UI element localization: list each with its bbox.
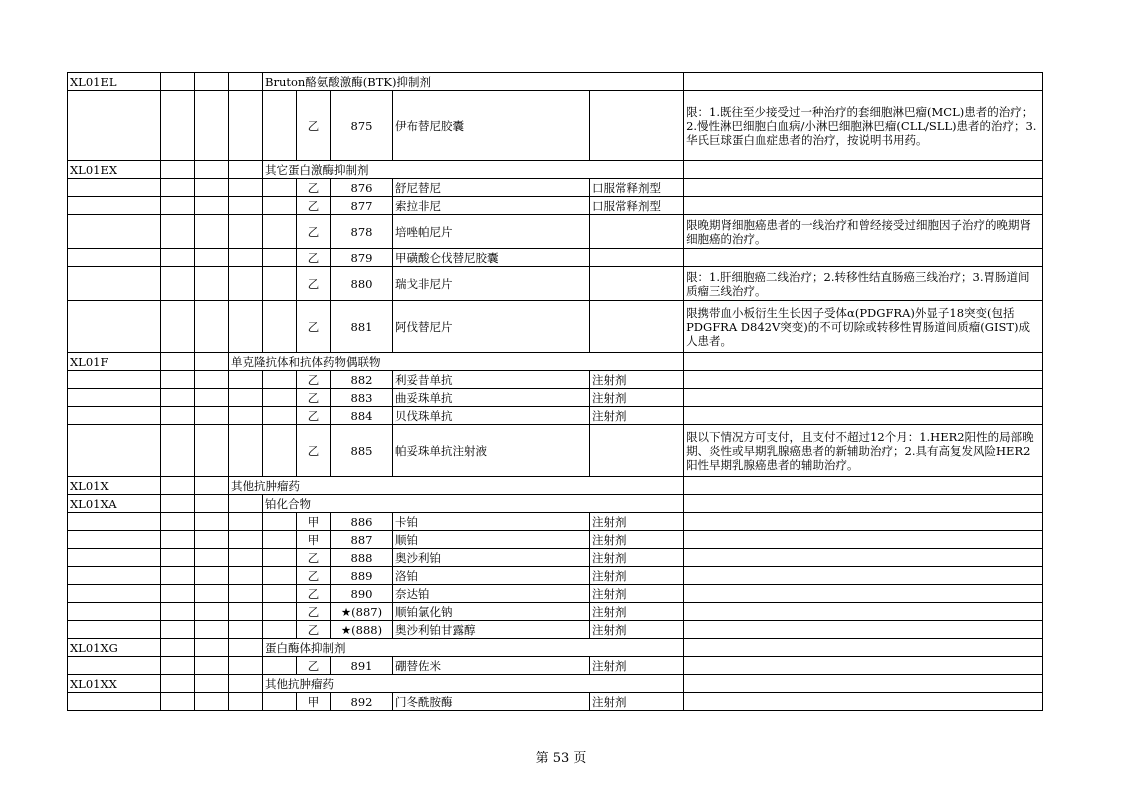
empty-cell: [161, 407, 195, 425]
empty-cell: [161, 425, 195, 477]
empty-cell: [161, 389, 195, 407]
drug-category: 乙: [297, 91, 331, 161]
empty-cell: [263, 603, 297, 621]
category-row: [68, 73, 1043, 91]
empty-cell: [68, 585, 161, 603]
dosage-form: [590, 301, 684, 353]
empty-cell: [68, 267, 161, 301]
empty-cell: [195, 639, 229, 657]
category-code: XL01F: [68, 353, 161, 371]
empty-cell: [263, 215, 297, 249]
dosage-form: 口服常释剂型: [590, 197, 684, 215]
category-row: [68, 675, 1043, 693]
drug-category: 乙: [297, 621, 331, 639]
dosage-form: 注射剂: [590, 531, 684, 549]
drug-category: 乙: [297, 585, 331, 603]
drug-category: 甲: [297, 531, 331, 549]
empty-cell: [68, 567, 161, 585]
drug-number: 877: [331, 197, 393, 215]
empty-cell: [68, 693, 161, 711]
category-name: Bruton酪氨酸激酶(BTK)抑制剂: [263, 73, 684, 91]
category-code: XL01XX: [68, 675, 161, 693]
empty-cell: [161, 301, 195, 353]
empty-cell: [195, 267, 229, 301]
drug-name: 顺铂氯化钠: [393, 603, 590, 621]
empty-cell: [229, 179, 263, 197]
empty-cell: [68, 657, 161, 675]
drug-name: 硼替佐米: [393, 657, 590, 675]
empty-cell: [68, 371, 161, 389]
empty-cell: [229, 425, 263, 477]
empty-cell: [161, 179, 195, 197]
empty-cell: [263, 621, 297, 639]
empty-cell: [684, 639, 1043, 657]
dosage-form: 注射剂: [590, 407, 684, 425]
empty-cell: [263, 267, 297, 301]
drug-number: 875: [331, 91, 393, 161]
empty-cell: [684, 477, 1043, 495]
empty-cell: [229, 495, 263, 513]
empty-cell: [161, 639, 195, 657]
drug-row: [68, 585, 1043, 603]
restriction-note: [684, 603, 1043, 621]
drug-category: 乙: [297, 567, 331, 585]
empty-cell: [263, 197, 297, 215]
empty-cell: [195, 407, 229, 425]
empty-cell: [229, 301, 263, 353]
drug-category: 甲: [297, 513, 331, 531]
drug-row: [68, 603, 1043, 621]
restriction-note: 限：1.既往至少接受过一种治疗的套细胞淋巴瘤(MCL)患者的治疗；2.慢性淋巴细胞白血病/小淋巴细胞淋巴瘤(CLL/SLL)患者的治疗；3.华氏巨球蛋白血症患者的治疗，按说明书用药。: [684, 91, 1043, 161]
empty-cell: [161, 567, 195, 585]
restriction-note: [684, 179, 1043, 197]
drug-name: 门冬酰胺酶: [393, 693, 590, 711]
drug-name: 贝伐珠单抗: [393, 407, 590, 425]
dosage-form: 注射剂: [590, 567, 684, 585]
restriction-note: [684, 621, 1043, 639]
drug-catalog-table: [67, 72, 1043, 711]
drug-row: [68, 549, 1043, 567]
dosage-form: 注射剂: [590, 603, 684, 621]
category-code: XL01XG: [68, 639, 161, 657]
category-name: 蛋白酶体抑制剂: [263, 639, 684, 657]
empty-cell: [229, 407, 263, 425]
restriction-note: [684, 693, 1043, 711]
drug-category: 乙: [297, 389, 331, 407]
empty-cell: [68, 603, 161, 621]
drug-row: [68, 621, 1043, 639]
drug-row: [68, 657, 1043, 675]
drug-row: [68, 249, 1043, 267]
empty-cell: [161, 531, 195, 549]
empty-cell: [195, 353, 229, 371]
empty-cell: [263, 301, 297, 353]
empty-cell: [195, 91, 229, 161]
dosage-form: 注射剂: [590, 389, 684, 407]
empty-cell: [68, 425, 161, 477]
empty-cell: [229, 73, 263, 91]
drug-row: [68, 531, 1043, 549]
dosage-form: [590, 267, 684, 301]
empty-cell: [263, 567, 297, 585]
drug-category: 乙: [297, 371, 331, 389]
empty-cell: [161, 91, 195, 161]
drug-row: [68, 91, 1043, 161]
restriction-note: [684, 371, 1043, 389]
empty-cell: [195, 693, 229, 711]
drug-name: 索拉非尼: [393, 197, 590, 215]
drug-row: [68, 267, 1043, 301]
empty-cell: [68, 621, 161, 639]
empty-cell: [229, 197, 263, 215]
drug-number: 883: [331, 389, 393, 407]
dosage-form: 注射剂: [590, 513, 684, 531]
drug-number: 882: [331, 371, 393, 389]
drug-row: [68, 389, 1043, 407]
empty-cell: [195, 425, 229, 477]
drug-category: 乙: [297, 215, 331, 249]
restriction-note: 限携带血小板衍生生长因子受体α(PDGFRA)外显子18突变(包括PDGFRA D842V突变)的不可切除或转移性胃肠道间质瘤(GIST)成人患者。: [684, 301, 1043, 353]
empty-cell: [68, 531, 161, 549]
empty-cell: [229, 693, 263, 711]
empty-cell: [68, 513, 161, 531]
empty-cell: [229, 549, 263, 567]
empty-cell: [68, 301, 161, 353]
empty-cell: [229, 513, 263, 531]
empty-cell: [68, 179, 161, 197]
drug-row: [68, 371, 1043, 389]
drug-number: 888: [331, 549, 393, 567]
category-name: 其他抗肿瘤药: [229, 477, 684, 495]
empty-cell: [195, 477, 229, 495]
empty-cell: [195, 603, 229, 621]
empty-cell: [68, 249, 161, 267]
empty-cell: [68, 197, 161, 215]
category-row: [68, 495, 1043, 513]
empty-cell: [161, 675, 195, 693]
empty-cell: [684, 73, 1043, 91]
category-row: [68, 477, 1043, 495]
drug-name: 利妥昔单抗: [393, 371, 590, 389]
category-name: 单克隆抗体和抗体药物偶联物: [229, 353, 684, 371]
drug-category: 乙: [297, 197, 331, 215]
drug-row: [68, 513, 1043, 531]
drug-category: 乙: [297, 267, 331, 301]
drug-number: 884: [331, 407, 393, 425]
empty-cell: [161, 495, 195, 513]
empty-cell: [195, 513, 229, 531]
category-code: XL01XA: [68, 495, 161, 513]
empty-cell: [195, 531, 229, 549]
drug-row: [68, 197, 1043, 215]
dosage-form: 注射剂: [590, 549, 684, 567]
drug-category: 乙: [297, 657, 331, 675]
empty-cell: [684, 161, 1043, 179]
drug-name: 甲磺酸仑伐替尼胶囊: [393, 249, 590, 267]
drug-number: 878: [331, 215, 393, 249]
empty-cell: [229, 215, 263, 249]
category-row: [68, 161, 1043, 179]
empty-cell: [195, 179, 229, 197]
empty-cell: [195, 197, 229, 215]
drug-name: 顺铂: [393, 531, 590, 549]
empty-cell: [195, 249, 229, 267]
drug-name: 洛铂: [393, 567, 590, 585]
drug-name: 帕妥珠单抗注射液: [393, 425, 590, 477]
drug-name: 曲妥珠单抗: [393, 389, 590, 407]
dosage-form: 口服常释剂型: [590, 179, 684, 197]
drug-number: 879: [331, 249, 393, 267]
drug-number: 891: [331, 657, 393, 675]
category-row: [68, 353, 1043, 371]
empty-cell: [229, 621, 263, 639]
empty-cell: [195, 73, 229, 91]
empty-cell: [263, 585, 297, 603]
restriction-note: [684, 567, 1043, 585]
restriction-note: [684, 197, 1043, 215]
empty-cell: [161, 513, 195, 531]
empty-cell: [229, 531, 263, 549]
category-name: 铂化合物: [263, 495, 684, 513]
drug-number: 885: [331, 425, 393, 477]
drug-category: 乙: [297, 301, 331, 353]
category-name: 其它蛋白激酶抑制剂: [263, 161, 684, 179]
dosage-form: 注射剂: [590, 585, 684, 603]
empty-cell: [161, 371, 195, 389]
drug-number: 886: [331, 513, 393, 531]
restriction-note: [684, 389, 1043, 407]
drug-row: [68, 425, 1043, 477]
drug-name: 奈达铂: [393, 585, 590, 603]
empty-cell: [195, 657, 229, 675]
dosage-form: [590, 425, 684, 477]
empty-cell: [161, 161, 195, 179]
empty-cell: [229, 603, 263, 621]
drug-number: 887: [331, 531, 393, 549]
restriction-note: 限晚期肾细胞癌患者的一线治疗和曾经接受过细胞因子治疗的晚期肾细胞癌的治疗。: [684, 215, 1043, 249]
empty-cell: [263, 657, 297, 675]
empty-cell: [263, 389, 297, 407]
empty-cell: [684, 495, 1043, 513]
dosage-form: [590, 215, 684, 249]
drug-row: [68, 301, 1043, 353]
empty-cell: [195, 549, 229, 567]
dosage-form: 注射剂: [590, 621, 684, 639]
drug-name: 舒尼替尼: [393, 179, 590, 197]
drug-category: 乙: [297, 603, 331, 621]
dosage-form: [590, 91, 684, 161]
dosage-form: 注射剂: [590, 693, 684, 711]
empty-cell: [229, 657, 263, 675]
drug-number: 881: [331, 301, 393, 353]
drug-name: 奥沙利铂甘露醇: [393, 621, 590, 639]
empty-cell: [195, 495, 229, 513]
drug-name: 培唑帕尼片: [393, 215, 590, 249]
empty-cell: [229, 675, 263, 693]
empty-cell: [195, 567, 229, 585]
empty-cell: [68, 549, 161, 567]
dosage-form: 注射剂: [590, 657, 684, 675]
empty-cell: [263, 549, 297, 567]
empty-cell: [68, 91, 161, 161]
category-code: XL01X: [68, 477, 161, 495]
drug-row: [68, 693, 1043, 711]
drug-category: 乙: [297, 549, 331, 567]
empty-cell: [161, 585, 195, 603]
drug-category: 乙: [297, 249, 331, 267]
empty-cell: [195, 371, 229, 389]
empty-cell: [195, 389, 229, 407]
empty-cell: [161, 267, 195, 301]
drug-number: ★(888): [331, 621, 393, 639]
drug-row: [68, 407, 1043, 425]
category-row: [68, 639, 1043, 657]
drug-name: 阿伐替尼片: [393, 301, 590, 353]
drug-row: [68, 179, 1043, 197]
category-code: XL01EL: [68, 73, 161, 91]
empty-cell: [229, 585, 263, 603]
drug-row: [68, 567, 1043, 585]
empty-cell: [161, 549, 195, 567]
restriction-note: [684, 549, 1043, 567]
restriction-note: [684, 585, 1043, 603]
empty-cell: [263, 693, 297, 711]
empty-cell: [161, 477, 195, 495]
drug-name: 奥沙利铂: [393, 549, 590, 567]
empty-cell: [195, 585, 229, 603]
empty-cell: [229, 389, 263, 407]
empty-cell: [161, 73, 195, 91]
drug-number: 892: [331, 693, 393, 711]
restriction-note: [684, 407, 1043, 425]
empty-cell: [263, 425, 297, 477]
empty-cell: [263, 91, 297, 161]
empty-cell: [263, 371, 297, 389]
empty-cell: [263, 407, 297, 425]
empty-cell: [229, 371, 263, 389]
dosage-form: 注射剂: [590, 371, 684, 389]
drug-name: 瑞戈非尼片: [393, 267, 590, 301]
drug-name: 卡铂: [393, 513, 590, 531]
empty-cell: [684, 353, 1043, 371]
empty-cell: [161, 197, 195, 215]
empty-cell: [161, 249, 195, 267]
drug-number: 889: [331, 567, 393, 585]
category-name: 其他抗肿瘤药: [263, 675, 684, 693]
restriction-note: [684, 513, 1043, 531]
empty-cell: [68, 215, 161, 249]
restriction-note: [684, 657, 1043, 675]
drug-category: 乙: [297, 179, 331, 197]
empty-cell: [263, 513, 297, 531]
category-code: XL01EX: [68, 161, 161, 179]
restriction-note: [684, 531, 1043, 549]
empty-cell: [263, 531, 297, 549]
empty-cell: [161, 353, 195, 371]
empty-cell: [229, 161, 263, 179]
empty-cell: [229, 639, 263, 657]
empty-cell: [195, 215, 229, 249]
drug-number: 876: [331, 179, 393, 197]
dosage-form: [590, 249, 684, 267]
restriction-note: [684, 249, 1043, 267]
drug-category: 乙: [297, 425, 331, 477]
empty-cell: [68, 389, 161, 407]
page-number: 第 53 页: [535, 751, 587, 766]
drug-number: ★(887): [331, 603, 393, 621]
empty-cell: [263, 249, 297, 267]
empty-cell: [229, 91, 263, 161]
restriction-note: 限：1.肝细胞癌二线治疗；2.转移性结直肠癌三线治疗；3.胃肠道间质瘤三线治疗。: [684, 267, 1043, 301]
empty-cell: [195, 675, 229, 693]
restriction-note: 限以下情况方可支付，且支付不超过12个月：1.HER2阳性的局部晚期、炎性或早期乳腺癌患者的新辅助治疗；2.具有高复发风险HER2阳性早期乳腺癌患者的辅助治疗。: [684, 425, 1043, 477]
drug-category: 甲: [297, 693, 331, 711]
empty-cell: [229, 249, 263, 267]
drug-row: [68, 215, 1043, 249]
empty-cell: [68, 407, 161, 425]
drug-number: 890: [331, 585, 393, 603]
empty-cell: [684, 675, 1043, 693]
empty-cell: [161, 693, 195, 711]
empty-cell: [161, 603, 195, 621]
drug-number: 880: [331, 267, 393, 301]
empty-cell: [195, 161, 229, 179]
empty-cell: [195, 621, 229, 639]
empty-cell: [263, 179, 297, 197]
empty-cell: [161, 621, 195, 639]
empty-cell: [229, 267, 263, 301]
empty-cell: [229, 567, 263, 585]
empty-cell: [161, 215, 195, 249]
empty-cell: [195, 301, 229, 353]
empty-cell: [161, 657, 195, 675]
drug-name: 伊布替尼胶囊: [393, 91, 590, 161]
drug-category: 乙: [297, 407, 331, 425]
